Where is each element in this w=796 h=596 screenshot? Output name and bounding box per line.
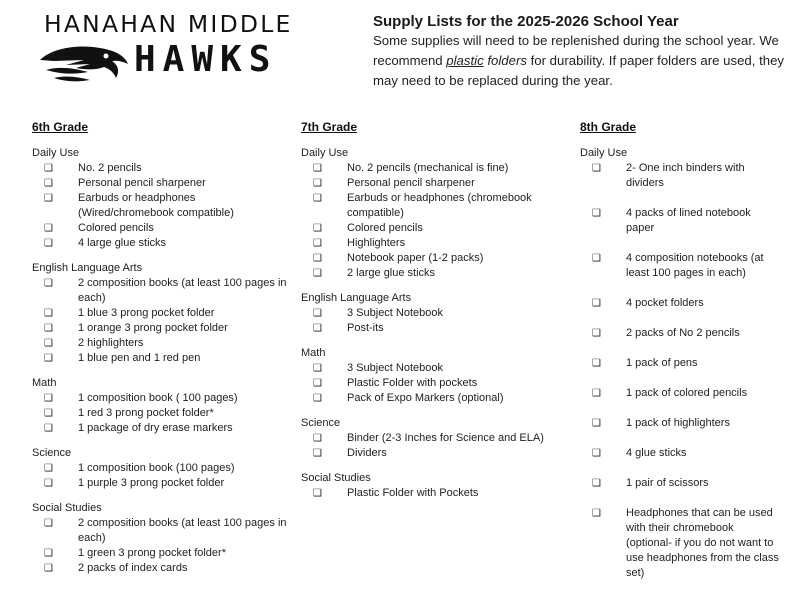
- checkbox-icon: ❑: [592, 508, 601, 519]
- supply-item-text: 4 pocket folders: [626, 297, 704, 309]
- supply-item: [301, 376, 563, 391]
- supply-item: [32, 321, 294, 336]
- supply-item: [580, 506, 780, 581]
- supply-item-text: No. 2 pencils (mechanical is fine): [347, 162, 509, 174]
- supply-item-text: Plastic Folder with pockets: [347, 377, 478, 389]
- supply-item-text: Headphones that can be used with their chromebook (optional- if you do not want to use headphones from the class set): [626, 507, 779, 579]
- checkbox-icon: ❑: [44, 163, 53, 174]
- checkbox-icon: ❑: [44, 423, 53, 434]
- supply-item: [301, 361, 563, 376]
- checkbox-icon: ❑: [592, 478, 601, 489]
- grade-6-column: [32, 120, 294, 576]
- supply-item: [32, 546, 294, 561]
- checkbox-icon: ❑: [313, 378, 322, 389]
- section-label: Math: [301, 347, 326, 359]
- checkbox-icon: ❑: [313, 253, 322, 264]
- supply-item: [580, 251, 780, 281]
- supply-item: [301, 236, 563, 251]
- supply-item: [580, 296, 780, 311]
- supply-item-text: 1 pair of scissors: [626, 477, 709, 489]
- checkbox-icon: ❑: [44, 478, 53, 489]
- supply-item: [32, 336, 294, 351]
- checkbox-icon: ❑: [44, 193, 53, 204]
- supply-item-text: 1 composition book ( 100 pages): [78, 392, 238, 404]
- supply-item: [32, 276, 294, 306]
- section-label: Social Studies: [32, 502, 102, 514]
- checkbox-icon: ❑: [313, 363, 322, 374]
- checkbox-icon: ❑: [44, 408, 53, 419]
- checkbox-icon: ❑: [313, 488, 322, 499]
- intro-emphasis-folders: folders: [487, 53, 527, 68]
- supply-item: [580, 326, 780, 341]
- checkbox-icon: ❑: [592, 448, 601, 459]
- grade-8-heading: 8th Grade: [580, 120, 637, 134]
- supply-item: [580, 206, 780, 236]
- supply-item: [32, 476, 294, 491]
- checkbox-icon: ❑: [44, 463, 53, 474]
- supply-item: [301, 221, 563, 236]
- supply-item-text: Post-its: [347, 322, 384, 334]
- supply-item: [32, 161, 294, 176]
- supply-item-text: 1 orange 3 prong pocket folder: [78, 322, 228, 334]
- checkbox-icon: ❑: [44, 238, 53, 249]
- supply-item-text: 2 composition books (at least 100 pages in each): [78, 517, 287, 544]
- supply-item-text: Notebook paper (1-2 packs): [347, 252, 484, 264]
- section-label: Science: [301, 417, 341, 429]
- section-label: English Language Arts: [301, 292, 412, 304]
- supply-item: [32, 516, 294, 546]
- grade-7-heading: 7th Grade: [301, 120, 358, 134]
- checkbox-icon: ❑: [313, 323, 322, 334]
- checkbox-icon: ❑: [313, 268, 322, 279]
- supply-item-text: 2 packs of No 2 pencils: [626, 327, 740, 339]
- supply-item-text: 3 Subject Notebook: [347, 307, 444, 319]
- supply-item: [32, 461, 294, 476]
- supply-item: [301, 176, 563, 191]
- supply-item-text: 1 pack of highlighters: [626, 417, 730, 429]
- supply-item-text: No. 2 pencils: [78, 162, 142, 174]
- supply-item: [32, 306, 294, 321]
- supply-item-text: 2 composition books (at least 100 pages in each): [78, 277, 287, 304]
- supply-item-text: 1 pack of pens: [626, 357, 698, 369]
- supply-item-text: Personal pencil sharpener: [347, 177, 475, 189]
- supply-item: [32, 421, 294, 436]
- checkbox-icon: ❑: [313, 178, 322, 189]
- supply-item: [580, 161, 780, 191]
- checkbox-icon: ❑: [313, 448, 322, 459]
- supply-item: [580, 476, 780, 491]
- section-label: Math: [32, 377, 57, 389]
- checkbox-icon: ❑: [592, 163, 601, 174]
- checkbox-icon: ❑: [592, 208, 601, 219]
- checkbox-icon: ❑: [44, 278, 53, 289]
- supply-item: [301, 161, 563, 176]
- supply-item-text: Colored pencils: [347, 222, 423, 234]
- checkbox-icon: ❑: [44, 548, 53, 559]
- supply-item: [32, 561, 294, 576]
- checkbox-icon: ❑: [313, 193, 322, 204]
- supply-item-text: 2 large glue sticks: [347, 267, 436, 279]
- checkbox-icon: ❑: [44, 178, 53, 189]
- supply-item-text: 1 package of dry erase markers: [78, 422, 233, 434]
- supply-item: [32, 176, 294, 191]
- supply-item-text: 1 purple 3 prong pocket folder: [78, 477, 225, 489]
- checkbox-icon: ❑: [313, 308, 322, 319]
- logo-mascot: HAWKS: [134, 39, 278, 80]
- grade-7-column: [301, 120, 563, 501]
- supply-item-text: 1 composition book (100 pages): [78, 462, 235, 474]
- checkbox-icon: ❑: [313, 163, 322, 174]
- supply-item-text: Highlighters: [347, 237, 406, 249]
- supply-item-text: Dividers: [347, 447, 387, 459]
- supply-item-text: 1 blue pen and 1 red pen: [78, 352, 201, 364]
- supply-item: [301, 486, 563, 501]
- checkbox-icon: ❑: [313, 433, 322, 444]
- supply-item-text: 1 blue 3 prong pocket folder: [78, 307, 215, 319]
- section-label: English Language Arts: [32, 262, 143, 274]
- intro-emphasis-plastic: plastic: [446, 53, 484, 68]
- supply-item-text: Colored pencils: [78, 222, 154, 234]
- checkbox-icon: ❑: [44, 563, 53, 574]
- intro-text-start: Some supplies will need to be replenished during the school year. We recommend: [373, 33, 779, 68]
- page-header: [373, 13, 785, 91]
- supply-item: [32, 221, 294, 236]
- supply-item: [301, 266, 563, 281]
- section-label: Daily Use: [580, 147, 628, 159]
- supply-item-text: Earbuds or headphones (chromebook compatible): [347, 192, 532, 219]
- checkbox-icon: ❑: [44, 323, 53, 334]
- supply-item: [301, 306, 563, 321]
- checkbox-icon: ❑: [44, 393, 53, 404]
- supply-item-text: 1 green 3 prong pocket folder*: [78, 547, 226, 559]
- section-label: Social Studies: [301, 472, 371, 484]
- supply-item: [301, 391, 563, 406]
- logo-school-name: HANAHAN MIDDLE: [44, 12, 293, 38]
- supply-item-text: 4 composition notebooks (at least 100 pages in each): [626, 252, 764, 279]
- supply-item-text: 1 red 3 prong pocket folder*: [78, 407, 214, 419]
- intro-paragraph: [373, 31, 785, 91]
- checkbox-icon: ❑: [592, 358, 601, 369]
- school-logo: [38, 10, 293, 88]
- supply-item-text: 1 pack of colored pencils: [626, 387, 748, 399]
- hawk-head-icon: [38, 40, 130, 86]
- supply-item-text: Binder (2-3 Inches for Science and ELA): [347, 432, 544, 444]
- supply-item: [580, 386, 780, 401]
- supply-item: [301, 251, 563, 266]
- supply-item-text: 2 highlighters: [78, 337, 144, 349]
- supply-item: [301, 321, 563, 336]
- checkbox-icon: ❑: [592, 388, 601, 399]
- supply-item: [580, 446, 780, 461]
- supply-item: [301, 446, 563, 461]
- checkbox-icon: ❑: [44, 308, 53, 319]
- supply-item: [32, 391, 294, 406]
- supply-item: [32, 191, 294, 221]
- checkbox-icon: ❑: [592, 253, 601, 264]
- page-title: Supply Lists for the 2025-2026 School Year: [373, 13, 679, 30]
- checkbox-icon: ❑: [313, 238, 322, 249]
- supply-item-text: 2 packs of index cards: [78, 562, 188, 574]
- intro-text-end: for durability. If paper folders are used, they may need to be replaced during the year.: [373, 53, 784, 88]
- supply-item: [580, 356, 780, 371]
- supply-item: [580, 416, 780, 431]
- checkbox-icon: ❑: [44, 353, 53, 364]
- supply-item: [301, 191, 563, 221]
- supply-item-text: Personal pencil sharpener: [78, 177, 206, 189]
- supply-item-text: 4 glue sticks: [626, 447, 687, 459]
- checkbox-icon: ❑: [592, 328, 601, 339]
- supply-item-text: Pack of Expo Markers (optional): [347, 392, 504, 404]
- checkbox-icon: ❑: [44, 518, 53, 529]
- checkbox-icon: ❑: [313, 393, 322, 404]
- supply-item-text: 4 large glue sticks: [78, 237, 167, 249]
- supply-item-text: 2- One inch binders with dividers: [626, 162, 745, 189]
- checkbox-icon: ❑: [313, 223, 322, 234]
- grade-8-column: [580, 120, 780, 596]
- checkbox-icon: ❑: [44, 223, 53, 234]
- checkbox-icon: ❑: [592, 418, 601, 429]
- section-label: Daily Use: [301, 147, 349, 159]
- checkbox-icon: ❑: [592, 298, 601, 309]
- supply-item-text: Earbuds or headphones (Wired/chromebook compatible): [78, 192, 234, 219]
- supply-item: [32, 351, 294, 366]
- supply-item: [32, 236, 294, 251]
- supply-item-text: Plastic Folder with Pockets: [347, 487, 479, 499]
- supply-item: [32, 406, 294, 421]
- grade-6-heading: 6th Grade: [32, 120, 89, 134]
- section-label: Science: [32, 447, 72, 459]
- section-label: Daily Use: [32, 147, 80, 159]
- supply-item-text: 3 Subject Notebook: [347, 362, 444, 374]
- checkbox-icon: ❑: [44, 338, 53, 349]
- supply-item: [301, 431, 563, 446]
- supply-item-text: 4 packs of lined notebook paper: [626, 207, 751, 234]
